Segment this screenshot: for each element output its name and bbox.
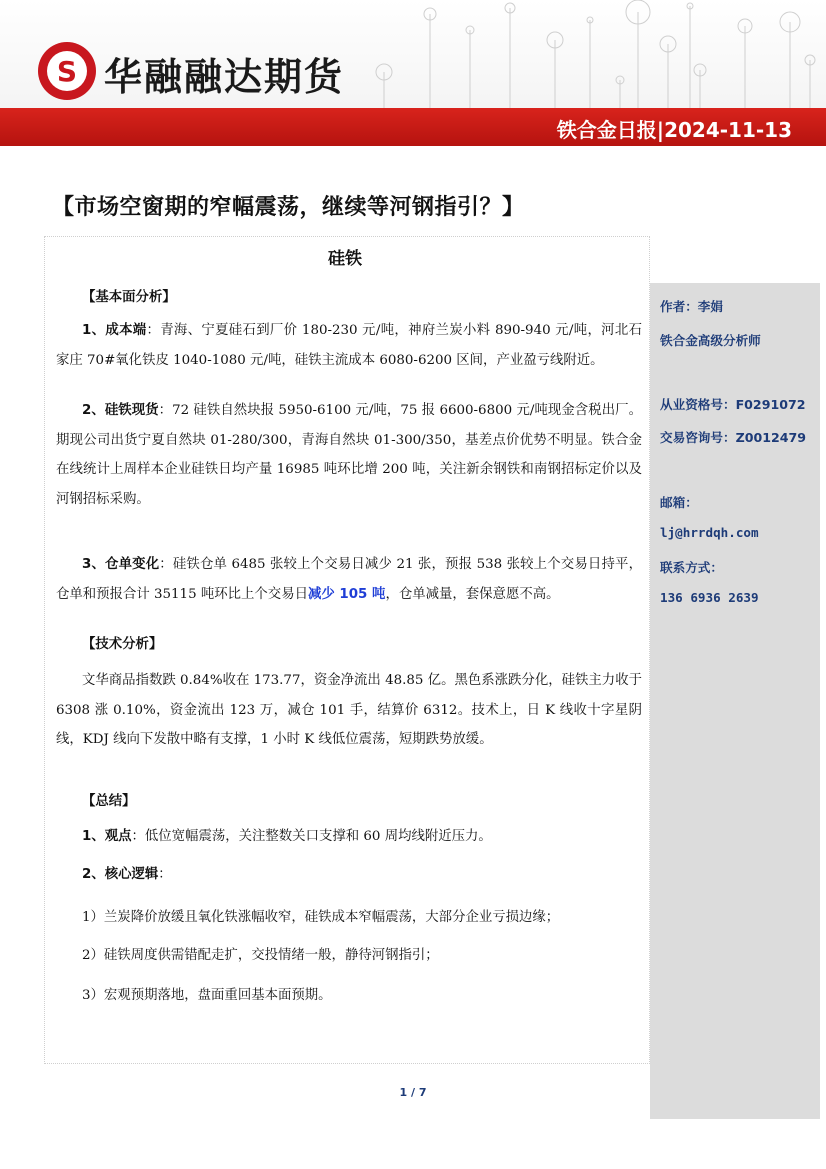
warrant-paragraph bbox=[56, 550, 642, 609]
view-label: 1、观点 bbox=[82, 829, 132, 844]
technical-paragraph: 文华商品指数跌 0.84%收在 173.77，资金净流出 48.85 亿。黑色系涨跌分化，硅铁主力收于 6308 涨 0.10%，资金流出 123 万，减仓 101 手，结算价 6312。技术上，日 K 线收十字星阴线，KDJ 线向下发散中略有支撑，1 小时 K 线低位震荡，短期跌势放缓。 bbox=[56, 673, 642, 747]
spot-label: 2、硅铁现货 bbox=[82, 403, 159, 418]
logic-item-1: 1）兰炭降价放缓且氧化铁涨幅收窄，硅铁成本窄幅震荡，大部分企业亏损边缘； bbox=[82, 910, 560, 925]
warrant-text-a: ：硅铁仓单 6485 张较上个交易日减少 21 张，预报 538 张较上个交易日持平，仓单和预报合计 35115 吨环比上个交易日 bbox=[56, 557, 642, 602]
logic-item-3: 3）宏观预期落地，盘面重回基本面预期。 bbox=[82, 988, 332, 1003]
phone-number: 136 6936 2639 bbox=[660, 590, 759, 605]
warrant-text-b: ，仓单减量，套保意愿不高。 bbox=[385, 586, 560, 602]
logic-colon: ： bbox=[158, 867, 172, 882]
company-logo bbox=[38, 42, 96, 100]
spot-paragraph bbox=[56, 396, 642, 514]
qualification-number: 从业资格号：F0291072 bbox=[660, 397, 806, 412]
email-link[interactable]: lj@hrrdqh.com bbox=[660, 525, 759, 540]
author-role: 铁合金高级分析师 bbox=[660, 333, 761, 348]
view-text: ：低位宽幅震荡，关注整数关口支撑和 60 周均线附近压力。 bbox=[131, 829, 492, 844]
logic-label: 2、核心逻辑 bbox=[82, 867, 159, 882]
logo-glyph: S bbox=[47, 51, 87, 91]
consult-number: 交易咨询号：Z0012479 bbox=[660, 430, 807, 445]
warrant-highlight: 减少 105 吨 bbox=[307, 586, 386, 602]
page-number: 1 / 7 bbox=[399, 1086, 427, 1099]
cost-paragraph bbox=[56, 316, 642, 375]
contact-label: 联系方式： bbox=[660, 560, 723, 575]
technical-heading: 【技术分析】 bbox=[82, 637, 163, 652]
fundamentals-heading: 【基本面分析】 bbox=[82, 290, 176, 305]
section-title: 硅铁 bbox=[328, 249, 362, 269]
logic-item-2: 2）硅铁周度供需错配走扩，交投情绪一般，静待河钢指引； bbox=[82, 948, 439, 963]
header-banner bbox=[0, 0, 826, 108]
view-paragraph bbox=[56, 822, 642, 852]
report-title: 铁合金日报|2024-11-13 bbox=[556, 118, 792, 142]
brand-name: 华融融达期货 bbox=[104, 55, 345, 99]
page-title: 【市场空窗期的窄幅震荡，继续等河钢指引？】 bbox=[52, 195, 525, 220]
cost-text: ：青海、宁夏硅石到厂价 180-230 元/吨，神府兰炭小料 890-940 元/吨，河北石家庄 70#氧化铁皮 1040-1080 元/吨，硅铁主流成本 6080-6200 区间，产业盈亏线附近。 bbox=[56, 323, 642, 368]
email-label: 邮箱： bbox=[660, 495, 698, 510]
author-name: 作者：李娟 bbox=[660, 299, 723, 314]
warrant-label: 3、仓单变化 bbox=[82, 557, 160, 572]
summary-heading: 【总结】 bbox=[82, 794, 136, 809]
header-red-bar bbox=[0, 108, 826, 146]
cost-label: 1、成本端 bbox=[82, 323, 147, 338]
logic-paragraph bbox=[56, 860, 642, 890]
spot-text: ：72 硅铁自然块报 5950-6100 元/吨，75 报 6600-6800 元/吨现金含税出厂。期现公司出货宁夏自然块 01-280/300，青海自然块 01-300/350，基差点价优势不明显。铁合金在线统计上周样本企业硅铁日均产量 16985 吨环比增 200 吨，关注新余钢铁和南钢招标定价以及河钢招标采购。 bbox=[56, 403, 642, 507]
